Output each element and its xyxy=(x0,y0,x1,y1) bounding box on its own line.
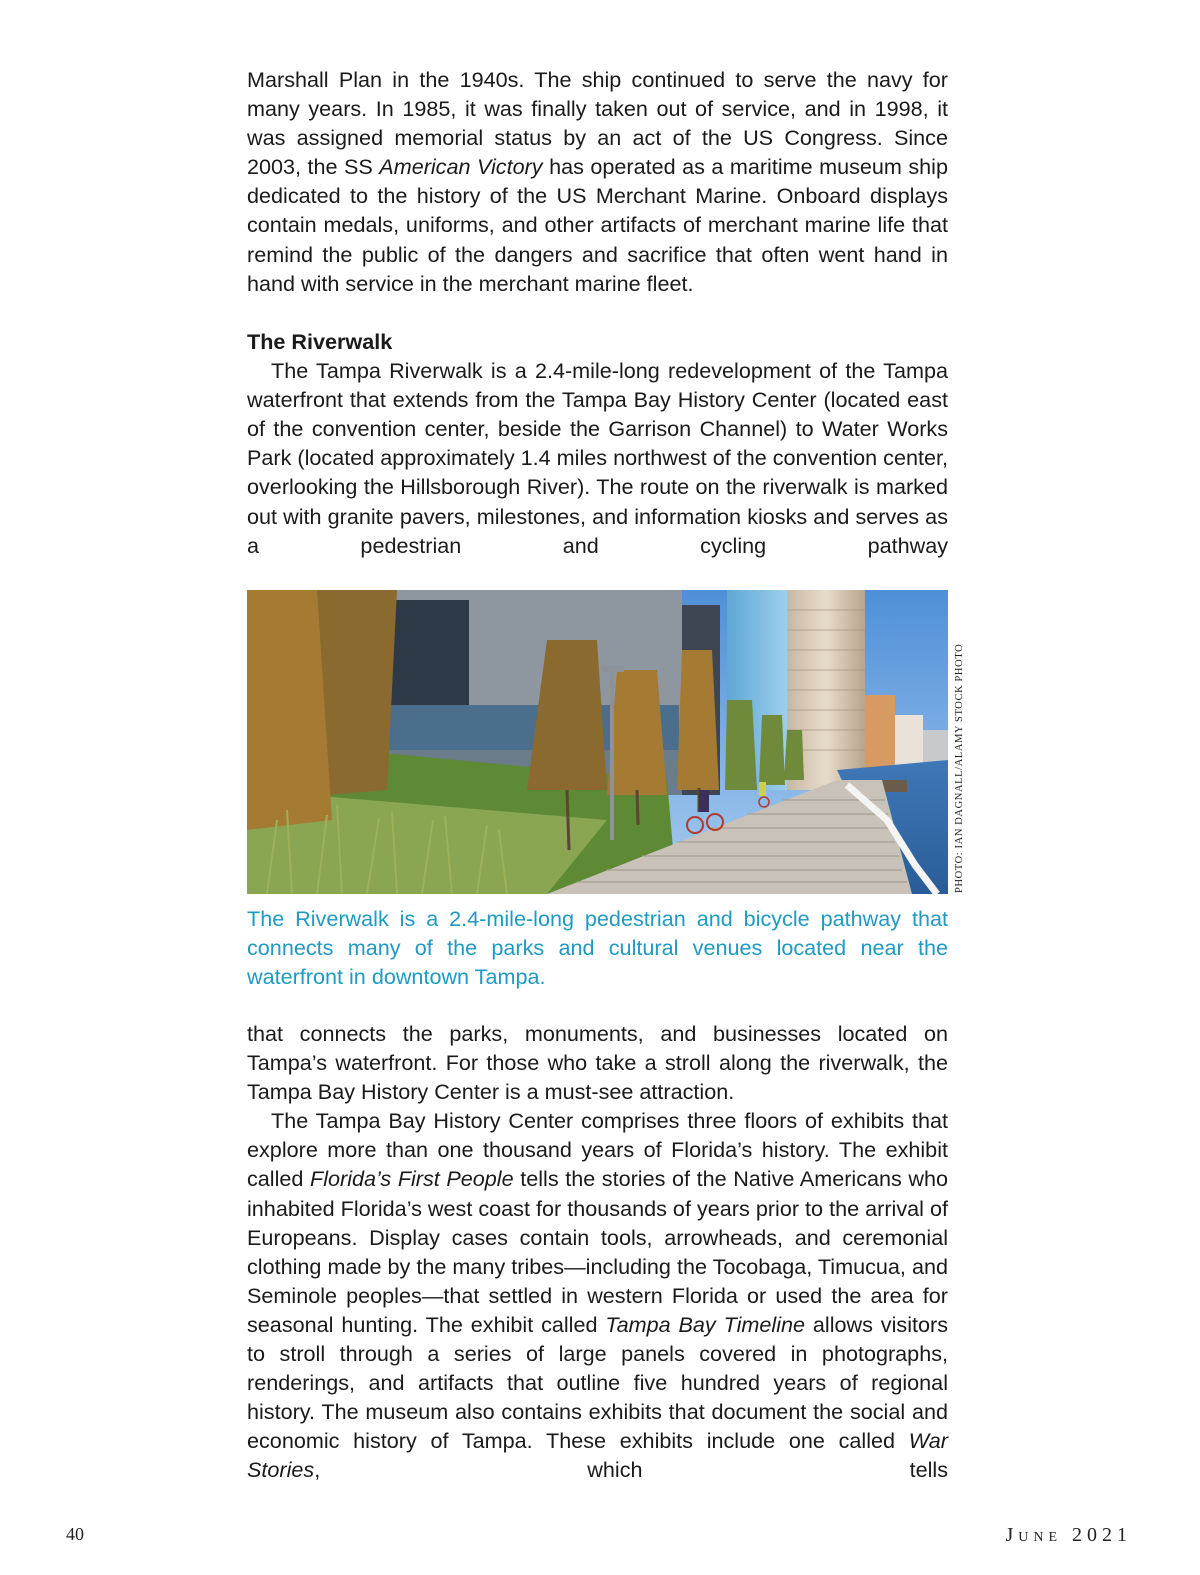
continued-text-block xyxy=(247,1019,948,1485)
text-span: tells the stories of the Native Americans who inhabited Florida’s west coast for thousands of years prior to the arrival of Europeans. Display cases contain tools, arrowheads, and ceremonial clothing made by the many tribes—including the Tocobaga, Timucua, and Seminole peoples—that settled in western Florida or used the area for seasonal hunting. The exhibit called xyxy=(247,1166,949,1337)
ship-name-italic: American Victory xyxy=(379,154,543,180)
riverwalk-photo xyxy=(247,590,948,894)
exhibit-title-italic: Tampa Bay Timeline xyxy=(605,1311,806,1337)
exhibit-title-italic: Florida’s First People xyxy=(310,1166,514,1192)
paragraph-american-victory xyxy=(247,65,948,298)
text-span: The Tampa Bay History Center comprises three floors of exhibits that explore more than one thousand years of Florida’s history. The exhibit called xyxy=(247,1108,948,1192)
text-span: Marshall Plan in the 1940s. The ship continued to serve the navy for many years. In 1985, it was finally taken out of service, and in 1998, it was assigned memorial status by an act of the US Congress. Since 2003, the SS xyxy=(247,67,948,180)
photo-credit: PHOTO: IAN DAGNALL/ALAMY STOCK PHOTO xyxy=(954,643,965,893)
paragraph-riverwalk-intro: The Tampa Riverwalk is a 2.4-mile-long redevelopment of the Tampa waterfront that extends from the Tampa Bay History Center (located east of the convention center, beside the Garrison Channel) to Water Works Park (located approximately 1.4 miles northwest of the convention center, overlooking the Hillsborough River). The route on the riverwalk is marked out with granite pavers, milestones, and information kiosks and serves as a pedestrian and cycling pathway xyxy=(247,358,948,558)
riverwalk-section xyxy=(247,327,948,560)
text-span: allows visitors to stroll through a series of large panels covered in photographs, renderings, and artifacts that outline five hundred years of regional history. The museum also contains exhibits that document the social and economic history of Tampa. These exhibits include one called xyxy=(247,1311,948,1454)
issue-date: June 2021 xyxy=(1005,1524,1132,1546)
paragraph-history-center xyxy=(247,1106,948,1484)
paragraph-riverwalk-cont: that connects the parks, monuments, and businesses located on Tampa’s waterfront. For those who take a stroll along the riverwalk, the Tampa Bay History Center is a must-see attraction. xyxy=(247,1021,948,1105)
top-text-block xyxy=(247,65,948,298)
text-span: , which tells xyxy=(314,1457,948,1483)
figure-caption-block xyxy=(247,904,948,991)
exhibit-title-italic: War Stories xyxy=(247,1428,948,1483)
section-heading: The Riverwalk xyxy=(247,329,393,354)
page-number: 40 xyxy=(66,1524,84,1544)
figure-caption: The Riverwalk is a 2.4-mile-long pedestrian and bicycle pathway that connects many of the parks and cultural venues located near the waterfront in downtown Tampa. xyxy=(247,906,948,990)
text-span: has operated as a maritime museum ship dedicated to the history of the US Merchant Marine. Onboard displays contain medals, uniforms, and other artifacts of merchant marine life that remind the public of the dangers and sacrifice that often went hand in hand with service in the merchant marine fleet. xyxy=(247,154,948,296)
